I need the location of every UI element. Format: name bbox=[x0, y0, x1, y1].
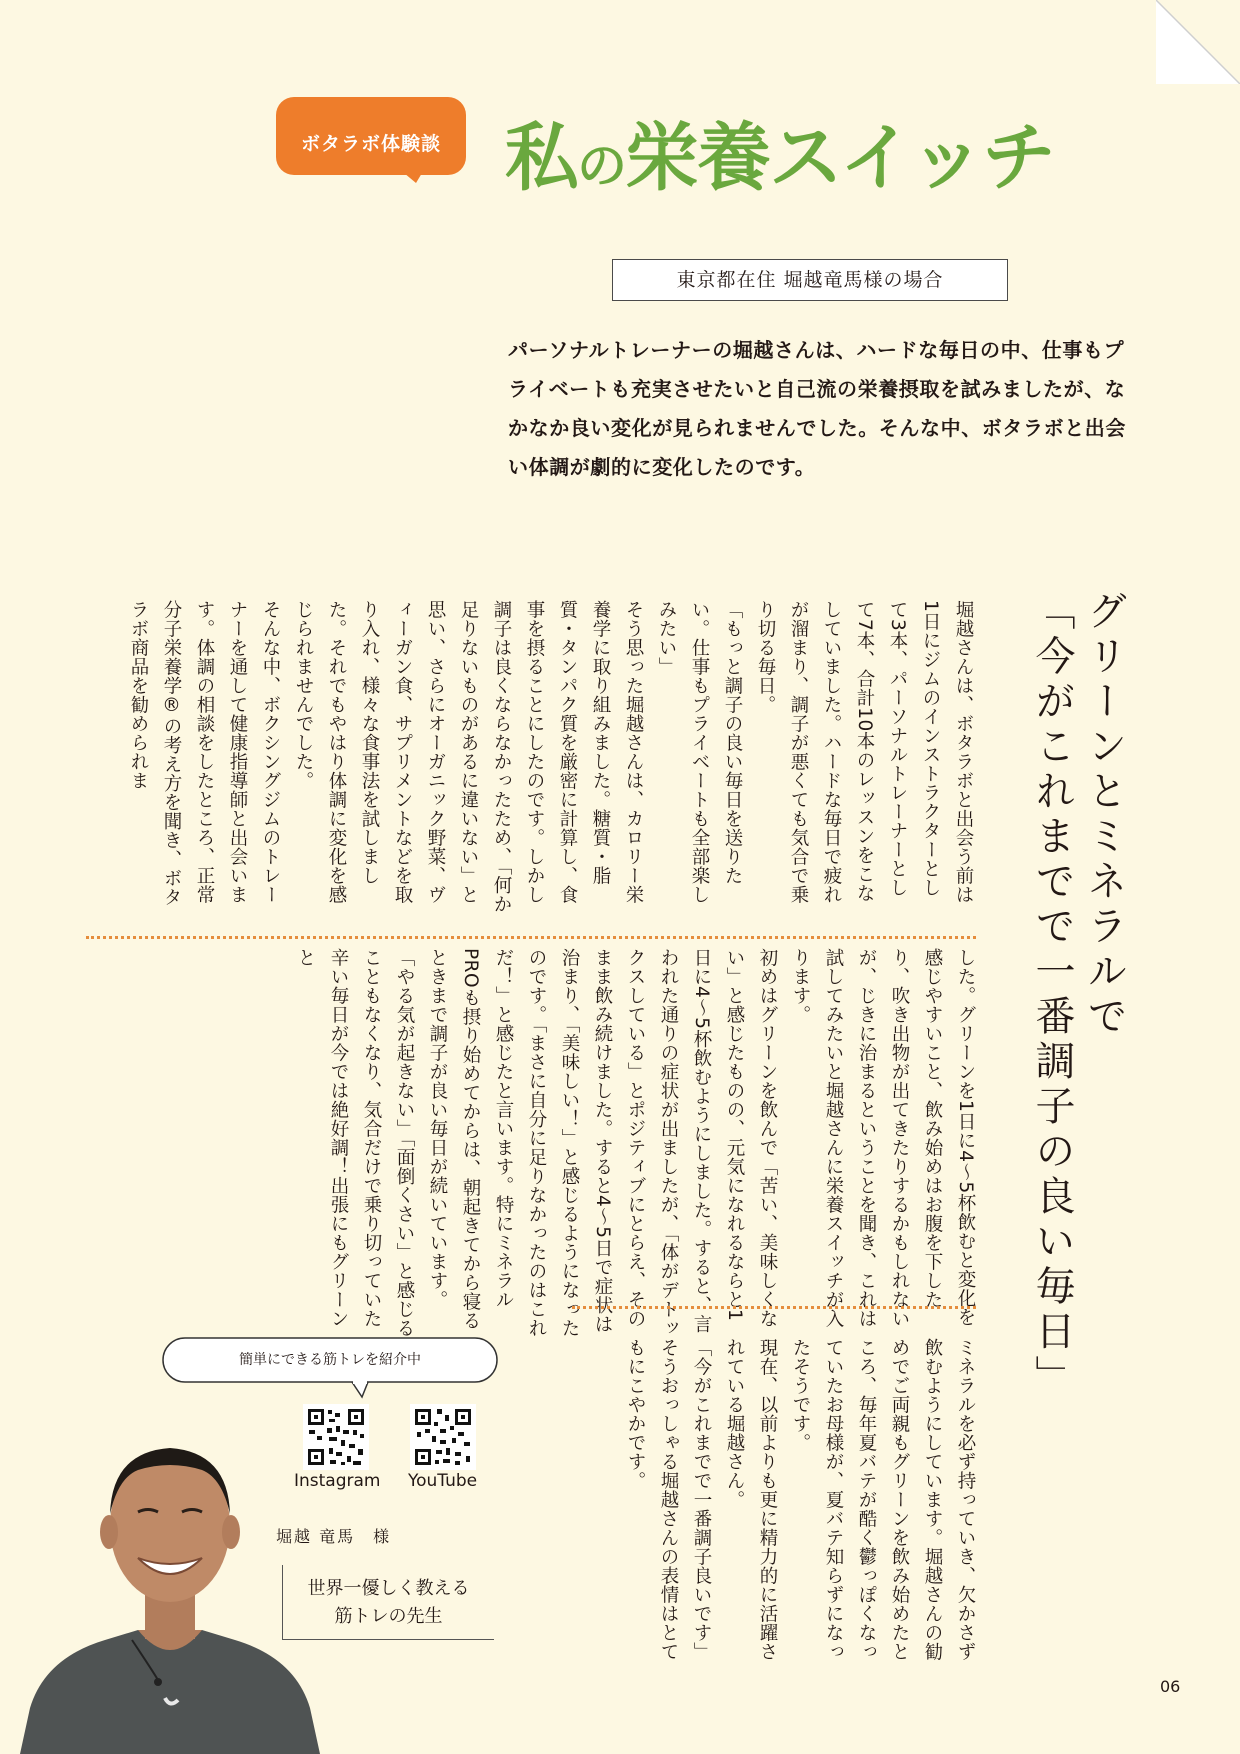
badge-label: ボタラボ体験談 bbox=[300, 133, 441, 155]
trainer-caption bbox=[282, 1565, 494, 1640]
paragraph: した。グリーンを1日に4～5杯飲むと変化を感じやすいこと、飲み始めはお腹を下したり、吹き出物が出てきたりするかもしれないが、じきに治まるということを聞き、これは試してみたいと堀越さんに栄養スイッチが入ります。 bbox=[790, 948, 976, 1328]
article-headline bbox=[1020, 590, 1130, 1400]
bubble-text: 簡単にできる筋トレを紹介中 bbox=[239, 1352, 421, 1368]
dotted-divider bbox=[86, 936, 976, 939]
trainer-photo bbox=[20, 1408, 320, 1754]
headline-line-2: 「今がこれまでで一番調子の良い毎日」 bbox=[1029, 590, 1075, 1400]
dotted-divider bbox=[572, 1306, 976, 1309]
lead-paragraph: パーソナルトレーナーの堀越さんは、ハードな毎日の中、仕事もプライベートも充実させたいと自己流の栄養摂取を試みましたが、なかなか良い変化が見られませんでした。そんな中、ボタラボと出会い体調が劇的に変化したのです。 bbox=[508, 338, 1126, 479]
experience-badge bbox=[276, 97, 466, 183]
instagram-label: Instagram bbox=[294, 1471, 381, 1491]
paragraph: そう思った堀越さんは、カロリー栄養学に取り組みました。糖質・脂質・タンパク質を厳密に計算し、食事を摂ることにしたのです。しかし調子は良くならなかったため、「何か足りないものがあるに違いない」と思い、さらにオーガニック野菜、ヴィーガン食、サプリメントなどを取り入れ、様々な食事法を試しました。それでもやはり体調に変化を感じられませんでした。 bbox=[293, 600, 644, 914]
caption-line-1: 世界一優しく教える bbox=[307, 1578, 470, 1599]
paragraph: 現在、以前よりも更に精力的に活躍されている堀越さん。 bbox=[724, 1338, 778, 1661]
paragraph: 「やる気が起きない」「面倒くさい」と感じることもなくなり、気合だけで乗り切っていた辛い毎日が今では絶好調！出張にもグリーンと bbox=[295, 948, 415, 1338]
paragraph: 初めはグリーンを飲んで「苦い、美味しくない」と感じたものの、元気になれるならと1日に4～5杯飲むようにしました。すると、言われた通りの症状が出ましたが、「体がデトックスしている」とポジティブにとらえ、そのまま飲み続けました。すると4～5日で症状は治まり、「美味しい！」と感じるようになったのです。「まさに自分に足りなかったのはこれだ！」と感じたと言います。特にミネラルPROも摂り始めてからは、朝起きてから寝るときまで調子が良い毎日が続いています。 bbox=[427, 948, 778, 1338]
trainer-name: 堀越 竜馬 様 bbox=[276, 1527, 392, 1546]
article-block-2 bbox=[85, 948, 982, 1338]
paragraph: 「今がこれまでで一番調子良いです」 bbox=[691, 1338, 712, 1661]
promo-bubble bbox=[162, 1337, 498, 1399]
headline-line-1: グリーンとミネラルで bbox=[1081, 590, 1127, 1040]
youtube-label: YouTube bbox=[408, 1471, 478, 1491]
page-number: 06 bbox=[1160, 1677, 1181, 1696]
title-part-2: の bbox=[577, 136, 625, 195]
youtube-qr-icon[interactable] bbox=[410, 1404, 476, 1470]
resident-label: 東京都在住 堀越竜馬様の場合 bbox=[612, 259, 1008, 301]
title-part-1: 私 bbox=[505, 115, 577, 201]
paragraph: ミネラルを必ず持っていき、欠かさず飲むようにしています。堀越さんの勧めでご両親もグリーンを飲み始めたところ、毎年夏バテが酷く鬱っぽくなっていたお母様が、夏バテ知らずになったそうです。 bbox=[790, 1338, 976, 1661]
page-fold-corner bbox=[1156, 0, 1240, 84]
paragraph: 「もっと調子の良い毎日を送りたい。仕事もプライベートも全部楽しみたい」 bbox=[656, 600, 743, 904]
title-part-3: 栄養スイッチ bbox=[625, 115, 1055, 201]
paragraph: そうおっしゃる堀越さんの表情はとてもにこやかです。 bbox=[625, 1338, 679, 1661]
article-block-3 bbox=[575, 1338, 982, 1668]
page-title bbox=[505, 108, 1145, 216]
article-block-1 bbox=[80, 600, 980, 915]
paragraph: 堀越さんは、ボタラボと出会う前は1日にジムのインストラクターとして3本、パーソナルトレーナーとして7本、合計10本のレッスンをこなしていました。ハードな毎日で疲れが溜まり、調子が悪くても気合で乗り切る毎日。 bbox=[755, 600, 974, 904]
paragraph: そんな中、ボクシングジムのトレーナーを通して健康指導師と出会います。体調の相談をしたところ、正常分子栄養学®の考え方を聞き、ボタラボ商品を勧められま bbox=[128, 600, 281, 907]
caption-line-2: 筋トレの先生 bbox=[334, 1606, 443, 1627]
